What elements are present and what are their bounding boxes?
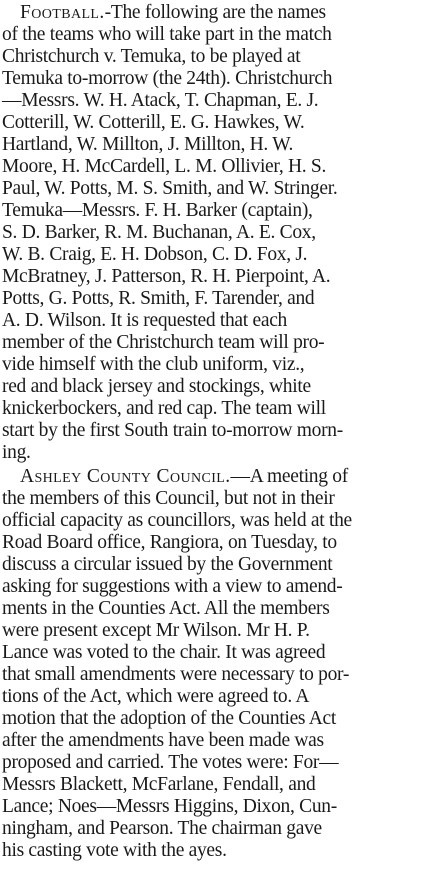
article-line: member of the Christchurch team will pro- bbox=[2, 332, 325, 353]
article-line: W. B. Craig, E. H. Dobson, C. D. Fox, J. bbox=[2, 244, 308, 265]
article-line: Temuka to-morrow (the 24th). Christchurch bbox=[2, 68, 333, 89]
newspaper-column bbox=[2, 0, 439, 871]
article-line: Cotterill, W. Cotterill, E. G. Hawkes, W. bbox=[2, 112, 305, 133]
article-line: —Messrs. W. H. Atack, T. Chapman, E. J. bbox=[2, 90, 319, 111]
football-heading: Football. bbox=[20, 2, 105, 23]
article-line: McBratney, J. Patterson, R. H. Pierpoint, A. bbox=[2, 266, 331, 287]
article-line: were present except Mr Wilson. Mr H. P. bbox=[2, 620, 310, 641]
article-line: that small amendments were necessary to por- bbox=[2, 664, 350, 685]
article-line: Moore, H. McCardell, L. M. Ollivier, H. S. bbox=[2, 156, 327, 177]
article-line: ningham, and Pearson. The chairman gave bbox=[2, 818, 322, 839]
article-line: tions of the Act, which were agreed to. A bbox=[2, 686, 310, 707]
article-line: Road Board office, Rangiora, on Tuesday, to bbox=[2, 532, 337, 553]
article-line: A. D. Wilson. It is requested that each bbox=[2, 310, 287, 331]
article-line: asking for suggestions with a view to amend- bbox=[2, 576, 343, 597]
article-line: official capacity as councillors, was held at the bbox=[2, 510, 352, 531]
article-line: Hartland, W. Millton, J. Millton, H. W. bbox=[2, 134, 294, 155]
article-line bbox=[2, 466, 439, 488]
article-line: Potts, G. Potts, R. Smith, F. Tarender, and bbox=[2, 288, 315, 309]
article-line: after the amendments have been made was bbox=[2, 730, 324, 751]
article-line: ing. bbox=[2, 442, 31, 463]
article-line: ments in the Counties Act. All the members bbox=[2, 598, 330, 619]
article-line: of the teams who will take part in the match bbox=[2, 24, 332, 45]
article-line: vide himself with the club uniform, viz., bbox=[2, 354, 305, 375]
article-line: motion that the adoption of the Counties Act bbox=[2, 708, 336, 729]
ashley-county-council-heading: Ashley County Council. bbox=[20, 466, 231, 487]
article-line: start by the first South train to-morrow morn- bbox=[2, 420, 343, 441]
article-line: Messrs Blackett, McFarlane, Fendall, and bbox=[2, 774, 316, 795]
article-line-text: —A meeting of bbox=[230, 466, 348, 487]
article-line: his casting vote with the ayes. bbox=[2, 840, 227, 861]
article-line: Paul, W. Potts, M. S. Smith, and W. Stringer. bbox=[2, 178, 338, 199]
article-line bbox=[2, 2, 439, 24]
article-line-text: -The following are the names bbox=[104, 2, 326, 23]
article-line: Lance; Noes—Messrs Higgins, Dixon, Cun- bbox=[2, 796, 337, 817]
article-line: Temuka—Messrs. F. H. Barker (captain), bbox=[2, 200, 313, 221]
article-line: proposed and carried. The votes were: For— bbox=[2, 752, 339, 773]
article-line: the members of this Council, but not in their bbox=[2, 488, 335, 509]
article-line: Christchurch v. Temuka, to be played at bbox=[2, 46, 301, 67]
article-line: Lance was voted to the chair. It was agreed bbox=[2, 642, 326, 663]
article-line: discuss a circular issued by the Government bbox=[2, 554, 333, 575]
article-line: S. D. Barker, R. M. Buchanan, A. E. Cox, bbox=[2, 222, 316, 243]
article-line: knickerbockers, and red cap. The team will bbox=[2, 398, 326, 419]
article-line: red and black jersey and stockings, white bbox=[2, 376, 311, 397]
